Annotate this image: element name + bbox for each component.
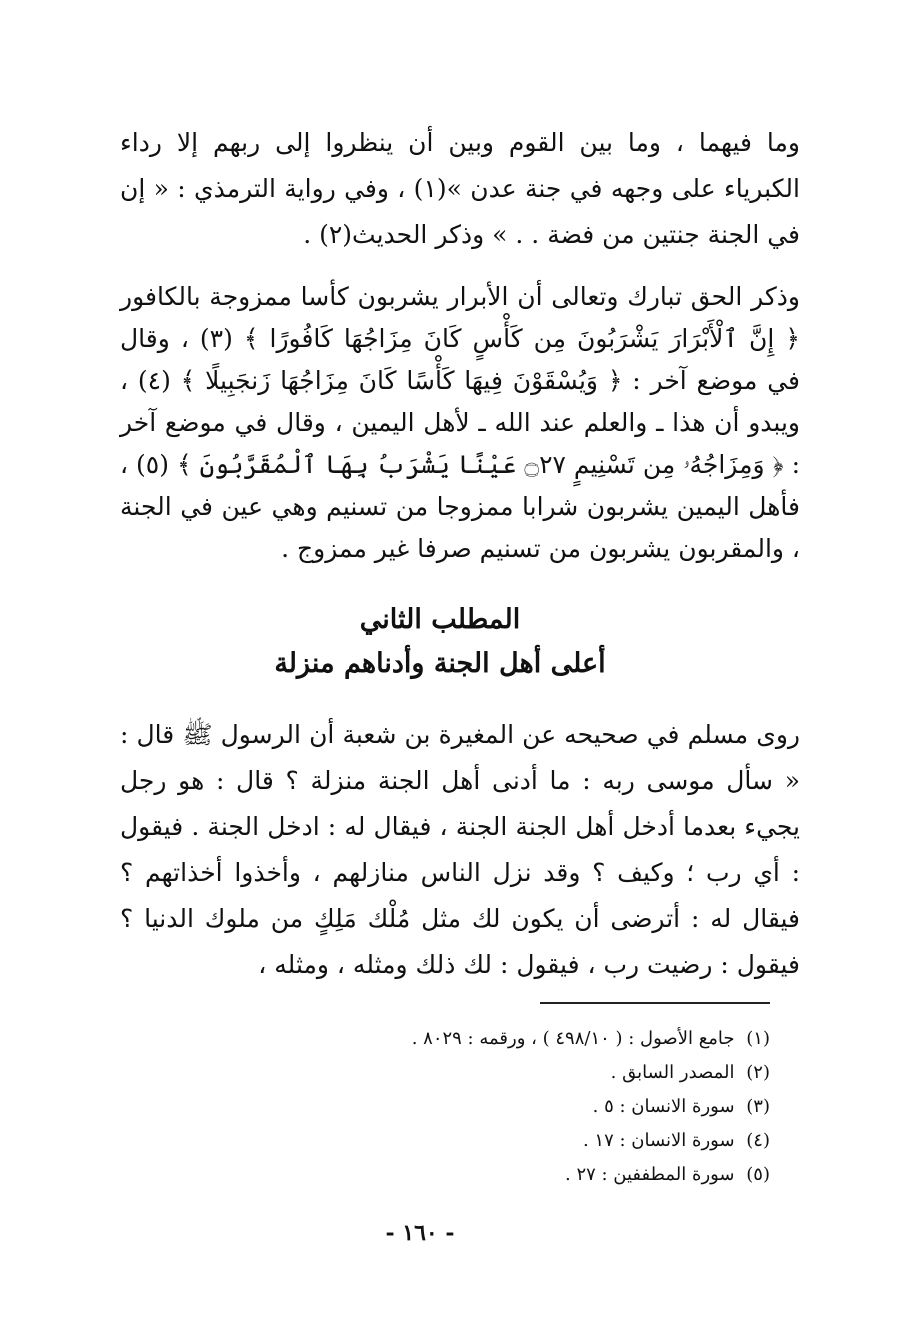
paragraph-hadith-continuation: وما فيهما ، وما بين القوم وبين أن ينظروا إلى ربهم إلا رداء الكبرياء على وجهه في جنة عدن »(١) ، وفي رواية الترمذي : « إن في الجنة جنتين من فضة . . » وذكر الحديث(٢) . [120, 128, 800, 249]
footnotes-list [210, 1022, 770, 1192]
paragraph-quran-drinks: وذكر الحق تبارك وتعالى أن الأبرار يشربون كأسا ممزوجة بالكافور ﴿ إِنَّ ٱلْأَبْرَارَ يَشْرَبُونَ مِن كَأْسٍ كَانَ مِزَاجُهَا كَافُورًا ﴾ (٣) ، وقال في موضع آخر : ﴿ وَيُسْقَوْنَ فِيهَا كَأْسًا كَانَ مِزَاجُهَا زَنجَبِيلًا ﴾ (٤) ، ويبدو أن هذا ـ والعلم عند الله ـ لأهل اليمين ، وقال في موضع آخر : ﴿ وَمِزَاجُهُۥ مِن تَسْنِيمٍ ۝٢٧ عَيْنًا يَشْرَبُ بِهَا ٱلْمُقَرَّبُونَ ﴾ (٥) ، فأهل اليمين يشربون شرابا ممزوجا من تسنيم وهي عين في الجنة ، والمقربون يشربون من تسنيم صرفا غير ممزوج . [120, 282, 800, 563]
footnote-number: (٥) [746, 1164, 770, 1185]
footnote-item [210, 1124, 770, 1158]
footnote-text: سورة الانسان : ٥ . [592, 1096, 735, 1117]
footnote-text: سورة الانسان : ١٧ . [582, 1130, 735, 1151]
footnote-number: (٢) [746, 1062, 770, 1083]
paragraph-muslim-narration: روى مسلم في صحيحه عن المغيرة بن شعبة أن الرسول ﷺ قال : « سأل موسى ربه : ما أدنى أهل الجنة منزلة ؟ قال : هو رجل يجيء بعدما أدخل أهل الجنة الجنة ، فيقال له : ادخل الجنة . فيقول : أي رب ؛ وكيف ؟ وقد نزل الناس منازلهم ، وأخذوا أخذاتهم ؟ فيقال له : أترضى أن يكون لك مثل مُلْك مَلِكٍ من ملوك الدنيا ؟ فيقول : رضيت رب ، فيقول : لك ذلك ومثله ، ومثله ، [120, 720, 800, 979]
footnote-item [210, 1022, 770, 1056]
section-heading: المطلب الثاني [359, 604, 521, 635]
footnote-text: جامع الأصول : ( ٤٩٨/١٠ ) ، ورقمه : ٨٠٢٩ . [411, 1028, 735, 1049]
footnote-separator [540, 1002, 770, 1004]
footnote-number: (١) [746, 1028, 770, 1049]
page-number: - ١٦٠ - [385, 1220, 455, 1246]
footnote-item [210, 1056, 770, 1090]
footnote-text: المصدر السابق . [610, 1062, 735, 1083]
footnote-number: (٣) [746, 1096, 770, 1117]
footnote-text: سورة المطففين : ٢٧ . [564, 1164, 735, 1185]
section-subheading: أعلى أهل الجنة وأدناهم منزلة [274, 648, 606, 679]
footnote-item [210, 1158, 770, 1192]
footnote-number: (٤) [746, 1130, 770, 1151]
footnote-item [210, 1090, 770, 1124]
